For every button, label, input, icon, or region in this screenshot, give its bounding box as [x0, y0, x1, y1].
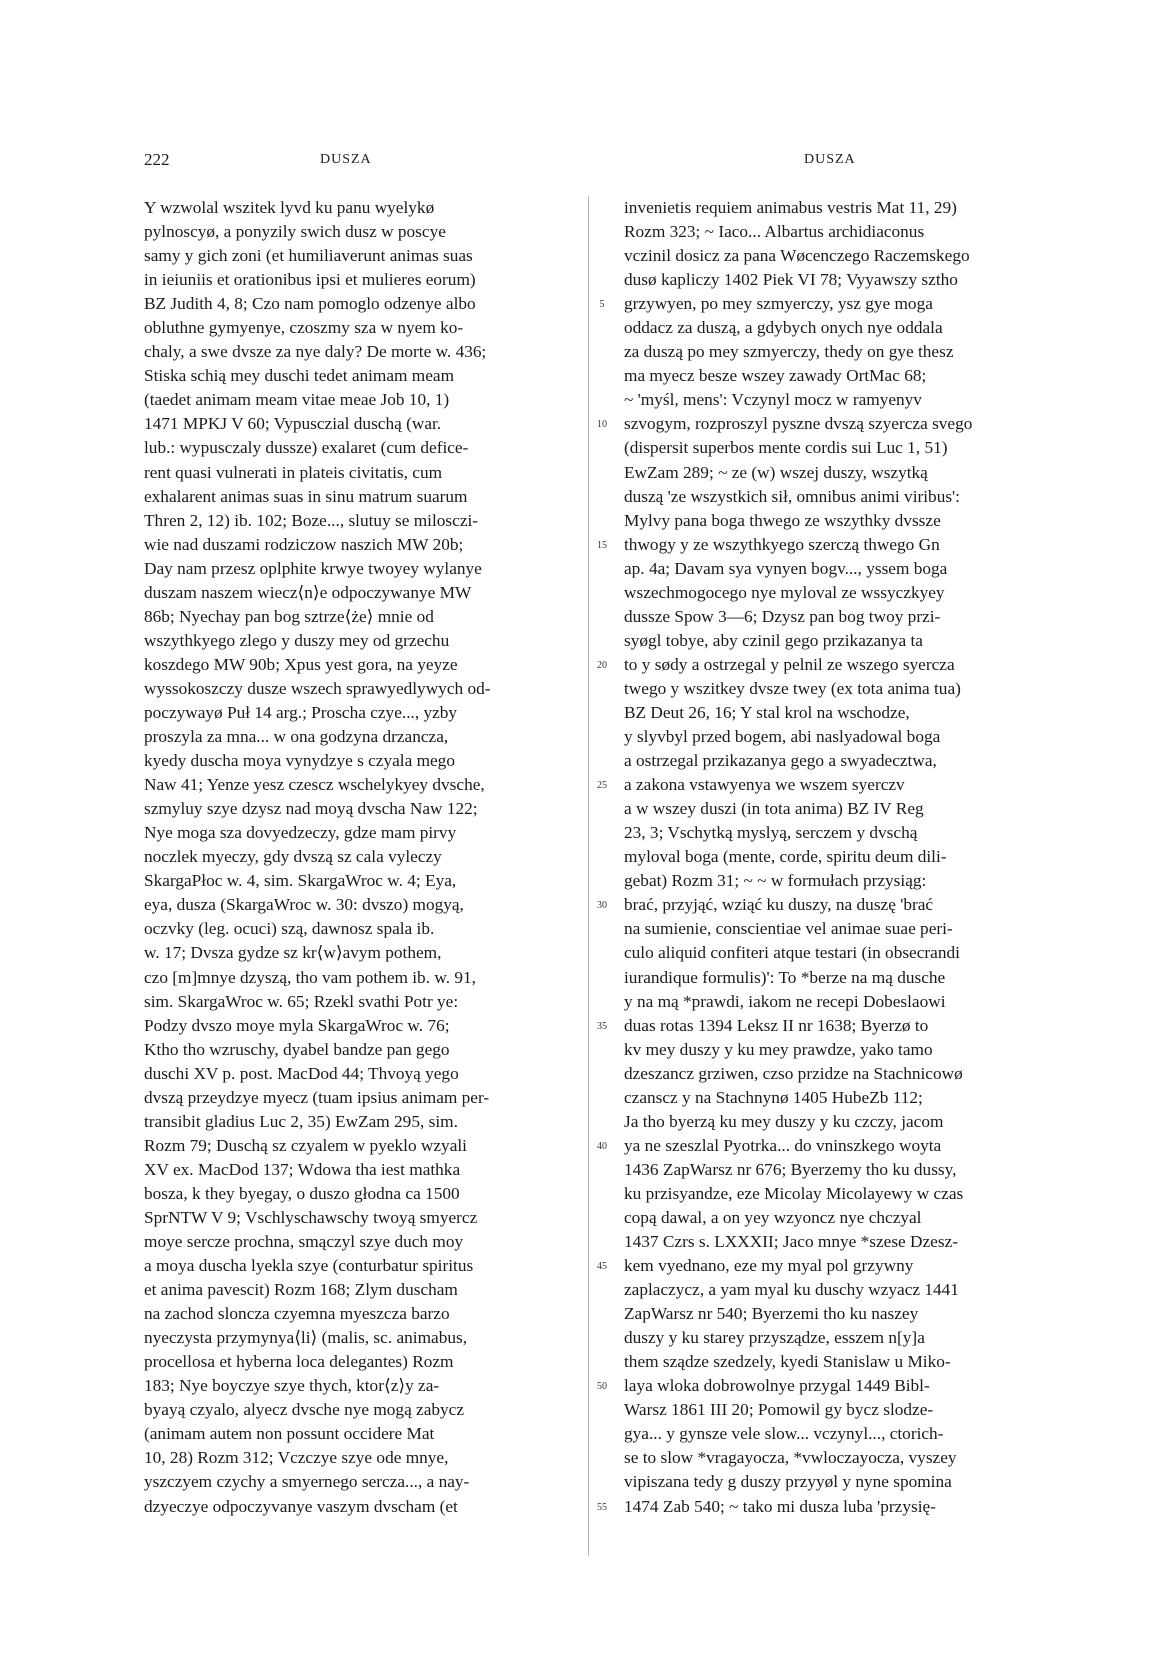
text-line: (taedet animam meam vitae meae Job 10, 1) — [144, 390, 450, 410]
text-line: czanscz y na Stachnynø 1405 HubeZb 112; — [624, 1087, 923, 1107]
text-line: 1474 Zab 540; ~ tako mi dusza luba 'przysię- — [624, 1496, 936, 1516]
text-line: zaplaczycz, a yam myal ku duschy wzyacz 1441 — [624, 1280, 959, 1300]
text-line: moye sercze prochna, smączyl szye duch moy — [144, 1232, 464, 1252]
text-line: Rozm 79; Duschą sz czyalem w pyeklo wzyali — [144, 1135, 467, 1155]
text-line: eya, dusza (SkargaWroc w. 30: dvszo) mogyą, — [144, 895, 464, 915]
text-line: in ieiuniis et orationibus ipsi et mulieres eorum) — [144, 270, 476, 290]
text-line: invenietis requiem animabus vestris Mat 11, 29) — [624, 198, 957, 217]
line-number: 5 — [599, 299, 605, 311]
text-line: nyeczysta przymynya⟨li⟩ (malis, sc. animabus, — [144, 1328, 468, 1348]
text-line: samy y gich zoni (et humiliaverunt animas suas — [144, 246, 473, 266]
text-line: culo aliquid confiteri atque testari (in obsecrandi — [624, 943, 960, 963]
text-line: a moya duscha lyekla szye (conturbatur spiritus — [144, 1256, 474, 1276]
line-number: 45 — [597, 1261, 607, 1273]
text-line: transibit gladius Luc 2, 35) EwZam 295, sim. — [144, 1111, 458, 1131]
line-number: 40 — [597, 1140, 607, 1152]
text-line: (dispersit superbos mente cordis sui Luc 1, 51) — [624, 438, 948, 458]
text-line: iurandique formulis)': To *berze na mą dusche — [624, 967, 946, 987]
page-number: 222 — [144, 150, 170, 169]
text-line: grzywyen, po mey szmyerczy, ysz gye moga — [624, 294, 933, 314]
text-line: Podzy dvszo moye myla SkargaWroc w. 76; — [144, 1015, 450, 1035]
text-line: wyssokoszczy dusze wszech sprawyedlywych od- — [144, 678, 491, 698]
text-line: za duszą po mey szmyerczy, thedy on gye thesz — [624, 342, 954, 362]
text-line: dzyeczye odpoczyvanye vaszym dvscham (et — [144, 1496, 458, 1516]
text-line: obluthne gymyenye, czoszmy sza w nyem ko- — [144, 318, 464, 338]
text-line: 1437 Czrs s. LXXXII; Jaco mnye *szese Dzesz- — [624, 1232, 959, 1252]
text-line: Warsz 1861 III 20; Pomowil gy bycz slodze- — [624, 1400, 934, 1420]
text-line: Naw 41; Yenze yesz czescz wschelykyey dvsche, — [144, 775, 485, 795]
text-line: 183; Nye boyczye szye thych, ktor⟨z⟩y za- — [144, 1376, 440, 1396]
line-number: 20 — [597, 659, 607, 671]
text-line: 23, 3; Vschytką myslyą, serczem y dvschą — [624, 823, 918, 843]
text-line: gya... y gynsze vele slow... vczynyl..., ctorich- — [624, 1424, 944, 1444]
text-line: szmyluy szye dzysz nad moyą dvscha Naw 122; — [144, 799, 478, 819]
text-line: SkargaPłoc w. 4, sim. SkargaWroc w. 4; Eya, — [144, 871, 457, 891]
text-line: kyedy duscha moya vynydzye s czyala mego — [144, 751, 455, 771]
text-line: to y sødy a ostrzegal y pelnil ze wszego syercza — [624, 654, 955, 674]
column-divider — [588, 196, 617, 1556]
text-line: syøgl tobye, aby czinil gego przikazanya ta — [624, 630, 923, 650]
text-line: et anima pavescit) Rozm 168; Zlym duscham — [144, 1280, 458, 1300]
text-line: BZ Deut 26, 16; Y stal krol na wschodze, — [624, 702, 910, 722]
text-line: dusø kapliczy 1402 Piek VI 78; Vyyawszy sztho — [624, 270, 958, 290]
text-line: Ja tho byerzą ku mey duszy y ku czczy, jacom — [624, 1111, 944, 1131]
line-number: 35 — [597, 1020, 607, 1032]
text-line: Stiska schią mey duschi tedet animam meam — [144, 366, 455, 386]
text-line: kv mey duszy y ku mey prawdze, yako tamo — [624, 1039, 933, 1059]
text-line: gebat) Rozm 31; ~ ~ w formułach przysiąg: — [624, 871, 927, 891]
text-line: Thren 2, 12) ib. 102; Boze..., slutuy se milosczi- — [144, 510, 479, 530]
text-line: byayą czyalo, alyecz dvsche nye mogą zabycz — [144, 1400, 465, 1420]
text-line: lub.: wypusczaly dussze) exalaret (cum defice- — [144, 438, 469, 458]
text-line: duszam naszem wiecz⟨n⟩e odpoczywanye MW — [144, 582, 472, 602]
text-line: vipiszana tedy g duszy przyyøl y nyne spomina — [624, 1472, 952, 1492]
text-line: SprNTW V 9; Vschlyschawschy twoyą smyercz — [144, 1207, 478, 1227]
line-number: 30 — [597, 900, 607, 912]
text-line: proszyla za mna... w ona godzyna drzancza, — [144, 727, 449, 747]
text-line: procellosa et hyberna loca delegantes) Rozm — [144, 1352, 454, 1372]
text-line: oczvky (leg. ocuci) szą, dawnosz spala ib. — [144, 919, 435, 939]
text-line: w. 17; Dvsza gydze sz kr⟨w⟩avym pothem, — [144, 943, 442, 963]
text-line: pylnoscyø, a ponyzily swich dusz w poscye — [144, 222, 446, 242]
text-line: na sumienie, conscientiae vel animae suae peri- — [624, 919, 953, 939]
text-line: twego y wszitkey dvsze twey (ex tota anima tua) — [624, 678, 961, 698]
text-line: dvszą przeydzye myecz (tuam ipsius animam per- — [144, 1087, 490, 1107]
text-line: (animam autem non possunt occidere Mat — [144, 1424, 435, 1444]
text-line: duas rotas 1394 Leksz II nr 1638; Byerzø to — [624, 1015, 929, 1035]
line-number: 55 — [597, 1501, 607, 1513]
text-line: yszczyem czychy a smyernego sercza..., a nay- — [144, 1472, 470, 1492]
text-line: bosza, k they byegay, o duszo głodna ca 1500 — [144, 1183, 460, 1203]
text-line: wszechmogocego nye myloval ze wssyczkyey — [624, 582, 945, 602]
line-number: 50 — [597, 1381, 607, 1393]
text-line: poczywayø Puł 14 arg.; Proscha czye..., yzby — [144, 702, 458, 722]
text-line: Mylvy pana boga thwego ze wszythky dvssze — [624, 510, 941, 530]
text-line: laya wloka dobrowolnye przygal 1449 Bibl- — [624, 1376, 930, 1396]
text-line: EwZam 289; ~ ze (w) wszej duszy, wszytką — [624, 462, 928, 482]
left-column — [144, 196, 582, 1519]
text-line: duschi XV p. post. MacDod 44; Thvoyą yego — [144, 1063, 459, 1083]
text-line: y na mą *prawdi, iakom ne recepi Dobeslaowi — [624, 991, 946, 1011]
text-line: ku przisyandze, eze Micolay Micolayewy w czas — [624, 1183, 964, 1203]
line-number: 25 — [597, 780, 607, 792]
text-line: them sządze szedzely, kyedi Stanislaw u Miko- — [624, 1352, 951, 1372]
text-line: Y wzwolal wszitek lyvd ku panu wyelykø — [144, 198, 435, 217]
text-line: duszy y ku starey przysządze, esszem n[y]a — [624, 1328, 925, 1348]
text-line: exhalarent animas suas in sinu matrum suarum — [144, 486, 468, 506]
text-line: se to slow *vragayocza, *vwloczayocza, vyszey — [624, 1448, 957, 1468]
text-line: sim. SkargaWroc w. 65; Rzekl svathi Potr ye: — [144, 991, 459, 1011]
text-line: XV ex. MacDod 137; Wdowa tha iest mathka — [144, 1159, 461, 1179]
text-line: ap. 4a; Davam sya vynyen bogv..., yssem boga — [624, 558, 948, 578]
text-line: 1436 ZapWarsz nr 676; Byerzemy tho ku dussy, — [624, 1159, 957, 1179]
text-line: Day nam przesz oplphite krwye twoyey wylanye — [144, 558, 482, 578]
text-line: a zakona vstawyenya we wszem syerczv — [624, 775, 905, 795]
running-head-left: DUSZA — [320, 152, 372, 167]
text-line: czo [m]mnye dzyszą, tho vam pothem ib. w. 91, — [144, 967, 476, 987]
text-line: ya ne szeszlal Pyotrka... do vninszkego woyta — [624, 1135, 942, 1155]
text-line: wie nad duszami rodziczow naszich MW 20b; — [144, 534, 464, 554]
text-line: chaly, a swe dvsze za nye daly? De morte w. 436; — [144, 342, 487, 362]
text-line: szvogym, rozproszyl pyszne dvszą szyercza svego — [624, 414, 973, 434]
text-line: myloval boga (mente, corde, spiritu deum dili- — [624, 847, 947, 867]
text-line: duszą 'ze wszystkich sił, omnibus animi viribus': — [624, 486, 960, 506]
running-head-right: DUSZA — [804, 152, 856, 167]
text-line: ~ 'myśl, mens': Vczynyl mocz w ramyenyv — [624, 390, 922, 410]
text-line: a ostrzegal przikazanya gego a swyadecztwa, — [624, 751, 937, 771]
text-line: dzeszancz grziwen, czso przidze na Stachnicowø — [624, 1063, 963, 1083]
text-line: y slyvbyl przed bogem, abi naslyadowal boga — [624, 727, 941, 747]
text-line: 1471 MPKJ V 60; Vypusczial duschą (war. — [144, 414, 442, 434]
text-line: Ktho tho wzruschy, dyabel bandze pan gego — [144, 1039, 450, 1059]
text-line: wszythkyego zlego y duszy mey od grzechu — [144, 630, 450, 650]
text-line: kem vyednano, eze my myal pol grzywny — [624, 1256, 914, 1276]
text-line: ma myecz besze wszey zawady OrtMac 68; — [624, 366, 927, 386]
text-line: oddacz za duszą, a gdybych onych nye oddala — [624, 318, 943, 338]
text-line: Rozm 323; ~ Iaco... Albartus archidiaconus — [624, 222, 925, 242]
text-line: BZ Judith 4, 8; Czo nam pomoglo odzenye albo — [144, 294, 476, 314]
text-line: noczlek myeczy, gdy dvszą sz cala vyleczy — [144, 847, 442, 867]
text-line: rent quasi vulnerati in plateis civitatis, cum — [144, 462, 443, 482]
text-line: thwogy y ze wszythkyego szerczą thwego Gn — [624, 534, 940, 554]
text-line: koszdego MW 90b; Xpus yest gora, na yeyze — [144, 654, 458, 674]
line-number: 10 — [597, 419, 607, 431]
text-line: vczinil dosicz za pana Wøcenczego Raczemskego — [624, 246, 970, 266]
text-line: copą dawal, a on yey wzyoncz nye chczyal — [624, 1207, 922, 1227]
text-line: 86b; Nyechay pan bog sztrze⟨że⟩ mnie od — [144, 606, 434, 626]
text-line: brać, przyjąć, wziąć ku duszy, na duszę 'brać — [624, 895, 934, 915]
text-line: a w wszey duszi (in tota anima) BZ IV Reg — [624, 799, 924, 819]
text-line: ZapWarsz nr 540; Byerzemi tho ku naszey — [624, 1304, 919, 1324]
page-header — [144, 150, 1024, 174]
text-line: dussze Spow 3—6; Dzysz pan bog twoy przi- — [624, 606, 941, 626]
text-line: na zachod sloncza czyemna myeszcza barzo — [144, 1304, 450, 1324]
right-column — [624, 196, 1062, 1519]
text-line: Nye moga sza dovyedzeczy, gdze mam pirvy — [144, 823, 457, 843]
line-number: 15 — [597, 539, 607, 551]
text-line: 10, 28) Rozm 312; Vczczye szye ode mnye, — [144, 1448, 449, 1468]
